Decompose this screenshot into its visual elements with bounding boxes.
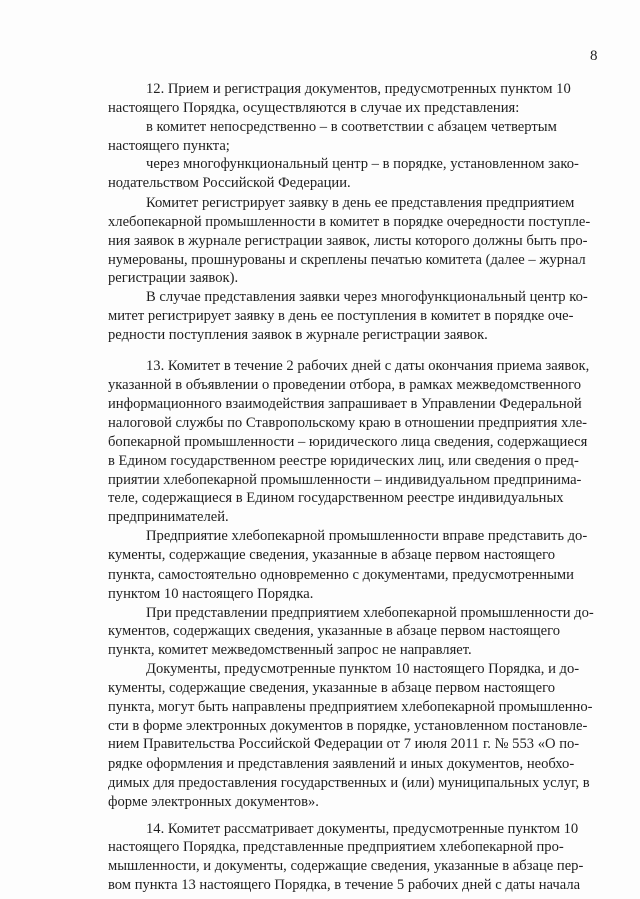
text-line: форме электронных документов». (108, 794, 319, 810)
text-line: редности поступления заявок в журнале регистрации заявок. (108, 327, 488, 343)
text-line: в комитет непосредственно – в соответствии с абзацем четвертым (146, 119, 557, 135)
text-line: нодательством Российской Федерации. (108, 175, 351, 191)
text-line: хлебопекарной промышленности в комитет в порядке очередности поступле- (108, 214, 591, 230)
text-line: теле, содержащиеся в Едином государственном реестре индивидуальных (108, 490, 564, 506)
text-line: указанной в объявлении о проведении отбора, в рамках межведомственного (108, 377, 582, 393)
text-line: информационного взаимодействия запрашивает в Управлении Федеральной (108, 396, 582, 412)
text-line: сти в форме электронных документов в порядке, установленном постановле- (108, 718, 588, 734)
text-line: димых для предоставления государственных и (или) муниципальных услуг, в (108, 775, 590, 791)
text-line: 12. Прием и регистрация документов, предусмотренных пунктом 10 (146, 81, 571, 97)
text-line: настоящего Порядка, осуществляются в случае их представления: (108, 100, 520, 116)
text-line: приятии хлебопекарной промышленности – индивидуальном предпринима- (108, 472, 582, 488)
text-line: При представлении предприятием хлебопекарной промышленности до- (146, 605, 594, 621)
text-line: кументы, содержащие сведения, указанные в абзаце первом настоящего (108, 680, 556, 696)
text-line: настоящего пункта; (108, 138, 230, 154)
text-line: пунктом 10 настоящего Порядка. (108, 586, 314, 602)
text-line: Предприятие хлебопекарной промышленности вправе представить до- (146, 528, 588, 544)
text-line: вом пункта 13 настоящего Порядка, в течение 5 рабочих дней с даты начала (108, 877, 581, 893)
text-line: ния заявок в журнале регистрации заявок, листы которого должны быть про- (108, 233, 588, 249)
text-line: Документы, предусмотренные пунктом 10 настоящего Порядка, и до- (146, 661, 580, 677)
text-line: 14. Комитет рассматривает документы, предусмотренные пунктом 10 (146, 821, 579, 837)
text-line: пункта, комитет межведомственный запрос не направляет. (108, 642, 472, 658)
text-line: в Едином государственном реестре юридических лиц, или сведения о пред- (108, 453, 579, 469)
text-line: через многофункциональный центр – в порядке, установленном зако- (146, 156, 579, 172)
text-line: кументы, содержащие сведения, указанные в абзаце первом настоящего (108, 547, 556, 563)
text-line: 13. Комитет в течение 2 рабочих дней с даты окончания приема заявок, (146, 358, 590, 374)
text-line: налоговой службы по Ставропольскому краю в отношении предприятия хле- (108, 415, 588, 431)
text-line: бопекарной промышленности – юридического лица сведения, содержащиеся (108, 434, 588, 450)
text-line: Комитет регистрирует заявку в день ее представления предприятием (146, 195, 575, 211)
text-line: рядке оформления и представления заявлений и иных документов, необхо- (108, 756, 575, 772)
text-line: кументов, содержащих сведения, указанные в абзаце первом настоящего (108, 623, 561, 639)
text-line: регистрации заявок). (108, 270, 239, 286)
text-line: митет регистрирует заявку в день ее поступления в комитет в порядке оче- (108, 308, 574, 324)
text-line: нумерованы, прошнурованы и скреплены печатью комитета (далее – журнал (108, 252, 586, 268)
text-line: мышленности, и документы, содержащие сведения, указанные в абзаце пер- (108, 858, 584, 874)
text-line: пункта, могут быть направлены предприятием хлебопекарной промышленно- (108, 699, 593, 715)
page-number: 8 (590, 48, 598, 64)
text-line: В случае представления заявки через многофункциональный центр ко- (146, 289, 588, 305)
text-line: пункта, самостоятельно одновременно с документами, предусмотренными (108, 567, 574, 583)
text-line: настоящего Порядка, представленные предприятием хлебопекарной про- (108, 839, 564, 855)
text-line: предпринимателей. (108, 509, 229, 525)
text-line: нием Правительства Российской Федерации от 7 июля 2011 г. № 553 «О по- (108, 736, 580, 752)
